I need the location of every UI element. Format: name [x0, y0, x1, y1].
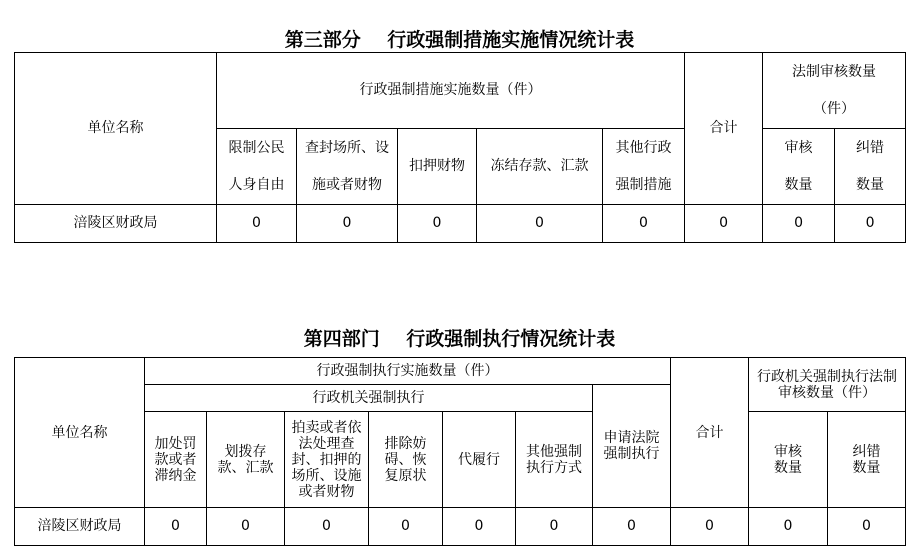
correct-header	[835, 129, 906, 205]
restrict-cell: 0	[217, 205, 297, 243]
unit-cell: 涪陵区财政局	[15, 508, 145, 546]
review-header-line2: （件）	[813, 100, 856, 117]
fine-header: 加处罚款或者滞纳金	[145, 412, 207, 508]
seal-header	[297, 129, 398, 205]
remove-cell: 0	[369, 508, 443, 546]
transfer-header: 划拨存款、汇款	[207, 412, 285, 508]
audit-header-line1: 审核	[784, 139, 813, 156]
total-cell: 0	[685, 205, 763, 243]
remove-header: 排除妨碍、恢复原状	[369, 412, 443, 508]
table-row	[15, 205, 906, 243]
execution-group-header: 行政强制执行实施数量（件）	[145, 358, 671, 385]
correct-cell: 0	[828, 508, 906, 546]
court-cell: 0	[593, 508, 671, 546]
correct-header-line2: 数量	[856, 176, 885, 193]
other-exec-header: 其他强制执行方式	[516, 412, 593, 508]
unit-header: 单位名称	[15, 53, 217, 205]
correct-cell: 0	[835, 205, 906, 243]
total-cell: 0	[671, 508, 749, 546]
total-header: 合计	[685, 53, 763, 205]
restrict-header-line1: 限制公民	[228, 139, 285, 156]
review-header-line1: 法制审核数量	[792, 63, 877, 80]
auction-cell: 0	[285, 508, 369, 546]
restrict-header	[217, 129, 297, 205]
perform-header: 代履行	[443, 412, 516, 508]
transfer-cell: 0	[207, 508, 285, 546]
other-exec-cell: 0	[516, 508, 593, 546]
seize-cell: 0	[398, 205, 477, 243]
agency-group-header: 行政机关强制执行	[145, 385, 593, 412]
correct-header-line1: 纠错	[856, 139, 885, 156]
court-header: 申请法院强制执行	[593, 385, 671, 508]
unit-cell: 涪陵区财政局	[15, 205, 217, 243]
review-header	[763, 53, 906, 129]
seal-header-line1: 查封场所、设	[305, 139, 389, 156]
other-measures-header	[603, 129, 685, 205]
freeze-header: 冻结存款、汇款	[477, 129, 603, 205]
other-measures-cell: 0	[603, 205, 685, 243]
section3-title: 第三部分 行政强制措施实施情况统计表	[284, 29, 635, 51]
restrict-header-line2: 人身自由	[228, 176, 285, 193]
section4-title: 第四部门 行政强制执行情况统计表	[303, 328, 616, 350]
fine-cell: 0	[145, 508, 207, 546]
auction-header: 拍卖或者依法处理查封、扣押的场所、设施或者财物	[285, 412, 369, 508]
freeze-cell: 0	[477, 205, 603, 243]
unit-header: 单位名称	[15, 358, 145, 508]
correct-header: 纠错数量	[828, 412, 906, 508]
seal-header-line2: 施或者财物	[312, 176, 382, 193]
total-header: 合计	[671, 358, 749, 508]
seize-header: 扣押财物	[398, 129, 477, 205]
other-measures-header-line1: 其他行政	[615, 139, 672, 156]
seal-cell: 0	[297, 205, 398, 243]
audit-header: 审核数量	[749, 412, 828, 508]
audit-cell: 0	[763, 205, 835, 243]
audit-cell: 0	[749, 508, 828, 546]
measures-table	[14, 52, 906, 243]
execution-table	[14, 357, 906, 546]
measures-group-header: 行政强制措施实施数量（件）	[217, 53, 685, 129]
audit-header-line2: 数量	[784, 176, 813, 193]
table-row	[15, 508, 906, 546]
other-measures-header-line2: 强制措施	[615, 176, 672, 193]
audit-header	[763, 129, 835, 205]
perform-cell: 0	[443, 508, 516, 546]
review-header: 行政机关强制执行法制审核数量（件）	[749, 358, 906, 412]
